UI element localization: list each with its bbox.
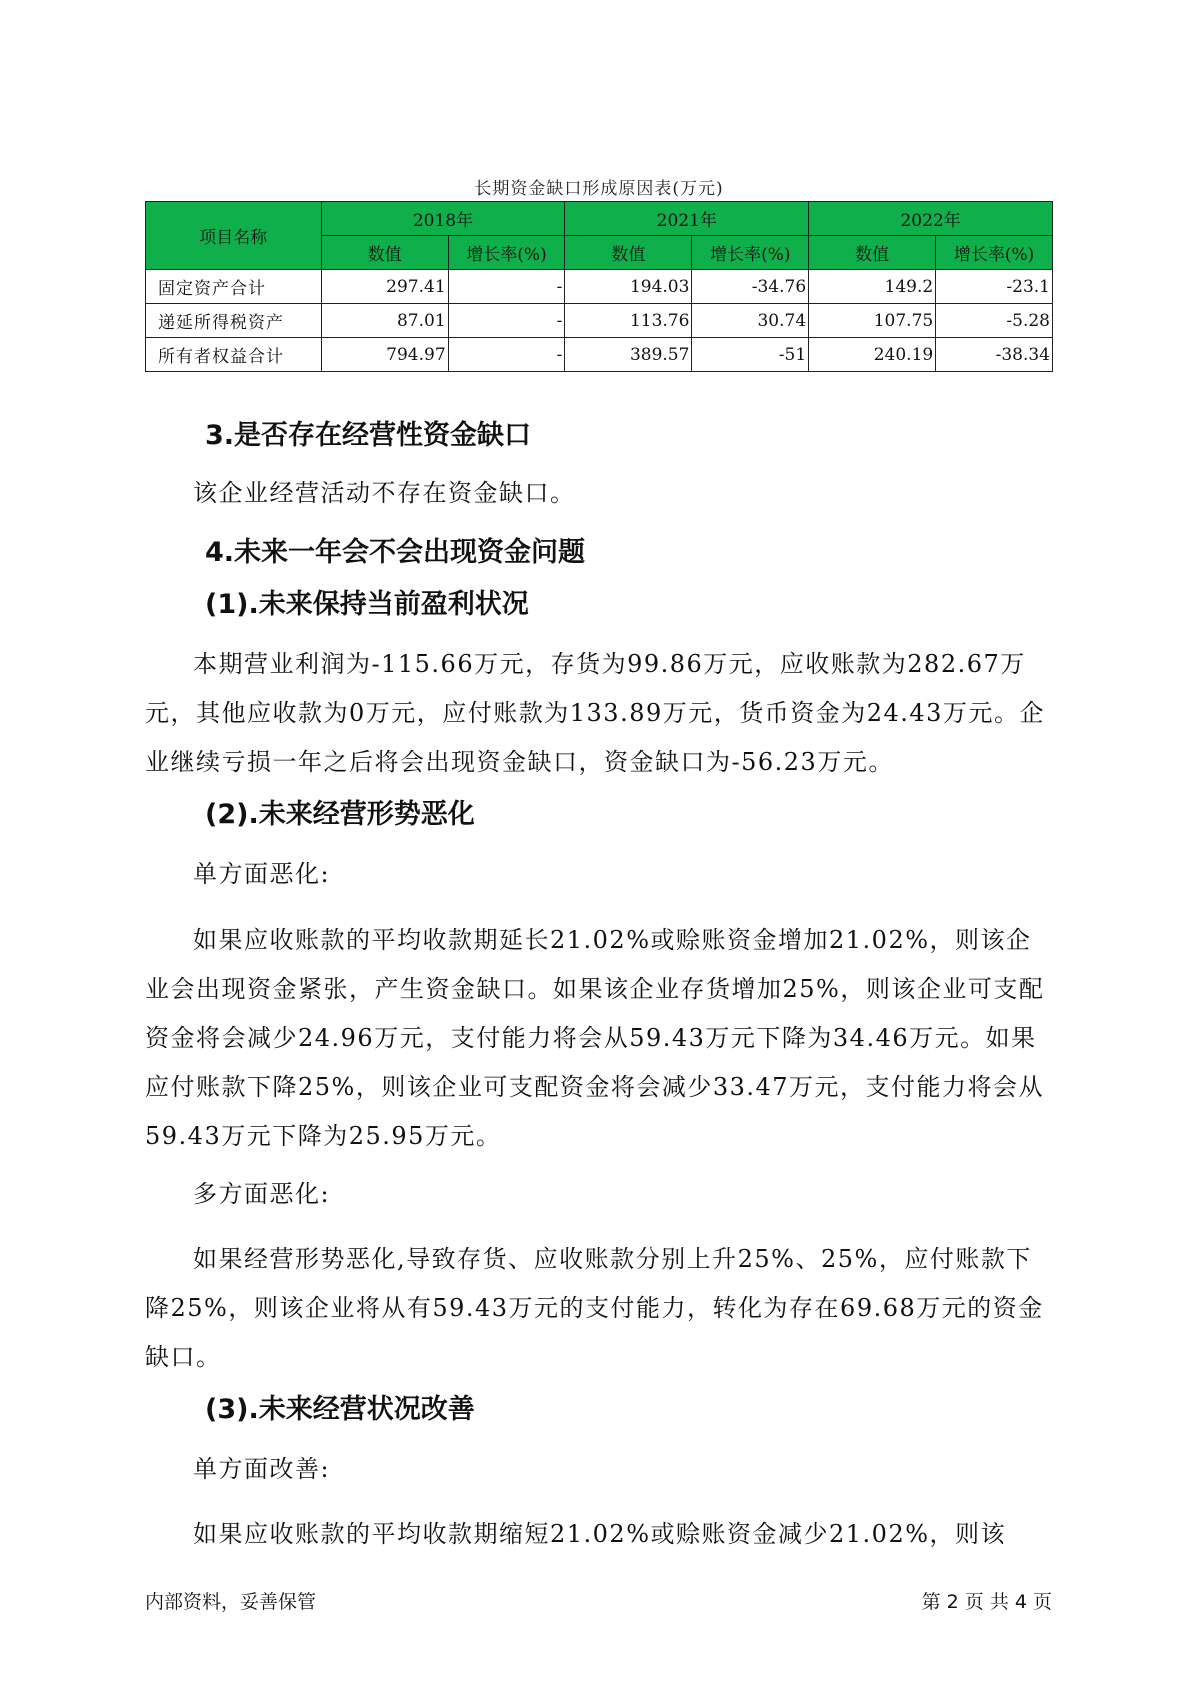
table-row bbox=[146, 304, 1053, 338]
footer-page-number: 第 2 页 共 4 页 bbox=[921, 1591, 1052, 1613]
header-year: 2021年 bbox=[565, 202, 809, 236]
header-year: 2018年 bbox=[321, 202, 565, 236]
subsection-heading: (2).未来经营形势恶化 bbox=[205, 799, 475, 830]
table-cell: 30.74 bbox=[692, 304, 809, 338]
subsection-heading: (1).未来保持当前盈利状况 bbox=[205, 589, 529, 620]
table-cell: 113.76 bbox=[565, 304, 692, 338]
table-cell: 794.97 bbox=[321, 338, 448, 372]
header-year: 2022年 bbox=[809, 202, 1053, 236]
table-cell: - bbox=[448, 338, 565, 372]
row-label: 递延所得税资产 bbox=[146, 304, 322, 338]
table-row bbox=[146, 338, 1053, 372]
table-row bbox=[146, 270, 1053, 304]
paragraph: 本期营业利润为-115.66万元，存货为99.86万元，应收账款为282.67万元，其他应收款为0万元，应付账款为133.89万元，货币资金为24.43万元。企业继续亏损一年之后将会出现资金缺口，资金缺口为-56.23万元。 bbox=[145, 650, 1045, 776]
table-cell: 389.57 bbox=[565, 338, 692, 372]
table-cell: -23.1 bbox=[936, 270, 1053, 304]
header-growth: 增长率(%) bbox=[692, 236, 809, 270]
footer-confidential-note: 内部资料，妥善保管 bbox=[145, 1591, 317, 1613]
header-value: 数值 bbox=[809, 236, 936, 270]
section-heading: 4.未来一年会不会出现资金问题 bbox=[205, 537, 586, 568]
header-project-name: 项目名称 bbox=[146, 202, 322, 270]
paragraph: 如果应收账款的平均收款期缩短21.02%或赊账资金减少21.02%，则该 bbox=[193, 1520, 1007, 1548]
table-cell: - bbox=[448, 270, 565, 304]
section-heading: 3.是否存在经营性资金缺口 bbox=[205, 420, 532, 451]
table-cell: 240.19 bbox=[809, 338, 936, 372]
paragraph: 如果经营形势恶化,导致存货、应收账款分别上升25%、25%，应付账款下降25%，则该企业将从有59.43万元的支付能力，转化为存在69.68万元的资金缺口。 bbox=[145, 1245, 1044, 1371]
header-value: 数值 bbox=[565, 236, 692, 270]
table-cell: 194.03 bbox=[565, 270, 692, 304]
table-caption: 长期资金缺口形成原因表(万元) bbox=[474, 179, 724, 199]
row-label: 固定资产合计 bbox=[146, 270, 322, 304]
header-growth: 增长率(%) bbox=[936, 236, 1053, 270]
table-cell: 149.2 bbox=[809, 270, 936, 304]
capital-gap-table bbox=[145, 201, 1053, 372]
header-growth: 增长率(%) bbox=[448, 236, 565, 270]
paragraph-label: 单方面恶化: bbox=[193, 860, 331, 888]
table-cell: -38.34 bbox=[936, 338, 1053, 372]
table-header-row-years bbox=[146, 202, 1053, 236]
table-cell: -51 bbox=[692, 338, 809, 372]
subsection-heading: (3).未来经营状况改善 bbox=[205, 1394, 475, 1425]
table-cell: -34.76 bbox=[692, 270, 809, 304]
row-label: 所有者权益合计 bbox=[146, 338, 322, 372]
table-cell: - bbox=[448, 304, 565, 338]
table-cell: -5.28 bbox=[936, 304, 1053, 338]
paragraph: 如果应收账款的平均收款期延长21.02%或赊账资金增加21.02%，则该企业会出现资金紧张，产生资金缺口。如果该企业存货增加25%，则该企业可支配资金将会减少24.96万元，支付能力将会从59.43万元下降为34.46万元。如果应付账款下降25%，则该企业可支配资金将会减少33.47万元，支付能力将会从59.43万元下降为25.95万元。 bbox=[145, 926, 1045, 1150]
paragraph-label: 单方面改善: bbox=[193, 1455, 331, 1483]
header-value: 数值 bbox=[321, 236, 448, 270]
table-cell: 87.01 bbox=[321, 304, 448, 338]
paragraph-label: 多方面恶化: bbox=[193, 1180, 331, 1208]
paragraph: 该企业经营活动不存在资金缺口。 bbox=[193, 479, 576, 507]
table-cell: 297.41 bbox=[321, 270, 448, 304]
table-cell: 107.75 bbox=[809, 304, 936, 338]
